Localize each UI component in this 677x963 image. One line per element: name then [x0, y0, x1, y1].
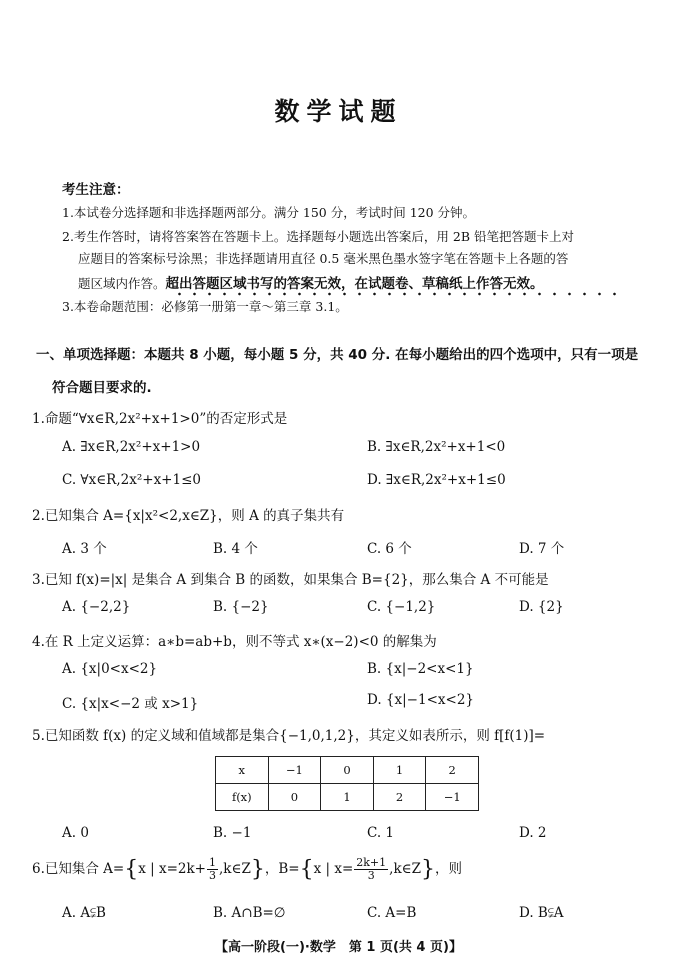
fraction-one-third: $\frac{1}{3}$	[209, 856, 216, 882]
set-b-left: x | x=	[313, 861, 354, 877]
question-3-option-b: B. {−2}	[213, 599, 269, 615]
question-4-stem: 4.在 R 上定义运算：a∗b=ab+b，则不等式 x∗(x−2)<0 的解集为	[32, 634, 437, 650]
table-cell: −1	[426, 784, 479, 811]
question-3-stem: 3.已知 f(x)=|x| 是集合 A 到集合 B 的函数，如果集合 B={2}，那么集合 A 不可能是	[32, 572, 549, 588]
table-cell: 2	[426, 757, 479, 784]
notice-item-2-line-2: 应题目的答案标号涂黑；非选择题请用直径 0.5 毫米黑色墨水签字笔在答题卡上各题的答	[78, 251, 569, 266]
question-6-option-d: D. B⫋A	[519, 905, 564, 921]
notice-item-2-line-3	[78, 272, 544, 292]
question-5-stem: 5.已知函数 f(x) 的定义域和值域都是集合{−1,0,1,2}，其定义如表所示，则 f[f(1)]=	[32, 728, 546, 744]
table-cell: x	[216, 757, 269, 784]
question-4-option-c: C. {x|x<−2 或 x>1}	[62, 696, 199, 712]
table-cell: 1	[321, 784, 374, 811]
table-cell: 1	[373, 757, 426, 784]
question-4-option-d: D. {x|−1<x<2}	[367, 692, 474, 708]
question-5-option-b: B. −1	[213, 825, 252, 841]
question-1-option-d: D. ∃x∈R,2x²+x+1≤0	[367, 472, 506, 488]
question-6-stem: 6.已知集合 A={x | x=2k+ $\frac{1}{3}$ ,k∈Z}，B={x | x= $\frac{2k+1}{3}$ ,k∈Z}，则	[32, 856, 463, 882]
question-6-prefix: 6.已知集合 A=	[32, 861, 125, 877]
emphasis-dots	[172, 292, 622, 296]
question-5-option-d: D. 2	[519, 825, 547, 841]
notice-item-1: 1.本试卷分选择题和非选择题两部分。满分 150 分，考试时间 120 分钟。	[62, 205, 476, 220]
question-1-option-c: C. ∀x∈R,2x²+x+1≤0	[62, 472, 201, 488]
table-row	[216, 757, 479, 784]
set-b-right: ,k∈Z	[389, 861, 422, 877]
question-6-option-a: A. A⫋B	[62, 905, 106, 921]
question-6-mid: ，B=	[264, 861, 300, 877]
question-2-option-a: A. 3 个	[62, 541, 107, 557]
question-4-option-a: A. {x|0<x<2}	[62, 661, 158, 677]
question-1-stem: 1.命题“∀x∈R,2x²+x+1>0”的否定形式是	[32, 411, 288, 427]
notice-heading: 考生注意：	[62, 182, 130, 198]
table-row	[216, 784, 479, 811]
question-3-option-d: D. {2}	[519, 599, 564, 615]
question-6-suffix: ，则	[435, 861, 463, 877]
fraction-2k-plus-1-over-3: $\frac{2k+1}{3}$	[356, 856, 387, 882]
question-1-option-a: A. ∃x∈R,2x²+x+1>0	[62, 439, 201, 455]
question-6-option-c: C. A=B	[367, 905, 417, 921]
notice-item-3: 3.本卷命题范围：必修第一册第一章～第三章 3.1。	[62, 299, 348, 314]
question-1-option-b: B. ∃x∈R,2x²+x+1<0	[367, 439, 506, 455]
page-footer: 【高一阶段(一)·数学 第 1 页(共 4 页)】	[215, 940, 462, 955]
table-cell: f(x)	[216, 784, 269, 811]
table-cell: 0	[321, 757, 374, 784]
notice-item-2-line-1: 2.考生作答时，请将答案答在答题卡上。选择题每小题选出答案后，用 2B 铅笔把答题卡上对	[62, 229, 575, 244]
table-cell: 0	[268, 784, 321, 811]
question-5-option-a: A. 0	[62, 825, 89, 841]
section-heading-line-1: 一、单项选择题：本题共 8 小题，每小题 5 分，共 40 分. 在每小题给出的四个选项中，只有一项是	[36, 347, 639, 363]
question-3-option-c: C. {−1,2}	[367, 599, 436, 615]
question-2-option-b: B. 4 个	[213, 541, 258, 557]
question-3-option-a: A. {−2,2}	[62, 599, 131, 615]
table-cell: 2	[373, 784, 426, 811]
question-2-option-d: D. 7 个	[519, 541, 565, 557]
question-2-option-c: C. 6 个	[367, 541, 412, 557]
page-title: 数学试题	[274, 97, 403, 126]
question-4-option-b: B. {x|−2<x<1}	[367, 661, 474, 677]
notice-emphasis: 超出答题区域书写的答案无效，在试题卷、草稿纸上作答无效。	[165, 276, 544, 292]
notice-item-2-prefix: 题区域内作答。	[78, 276, 166, 291]
set-a-right: ,k∈Z	[219, 861, 251, 877]
function-table	[215, 756, 479, 811]
section-heading-line-2: 符合题目要求的.	[52, 380, 152, 396]
set-a-left: x | x=2k+	[138, 861, 206, 877]
question-5-option-c: C. 1	[367, 825, 395, 841]
question-6-option-b: B. A∩B=∅	[213, 905, 286, 921]
question-2-stem: 2.已知集合 A={x|x²<2,x∈Z}，则 A 的真子集共有	[32, 508, 345, 524]
table-cell: −1	[268, 757, 321, 784]
